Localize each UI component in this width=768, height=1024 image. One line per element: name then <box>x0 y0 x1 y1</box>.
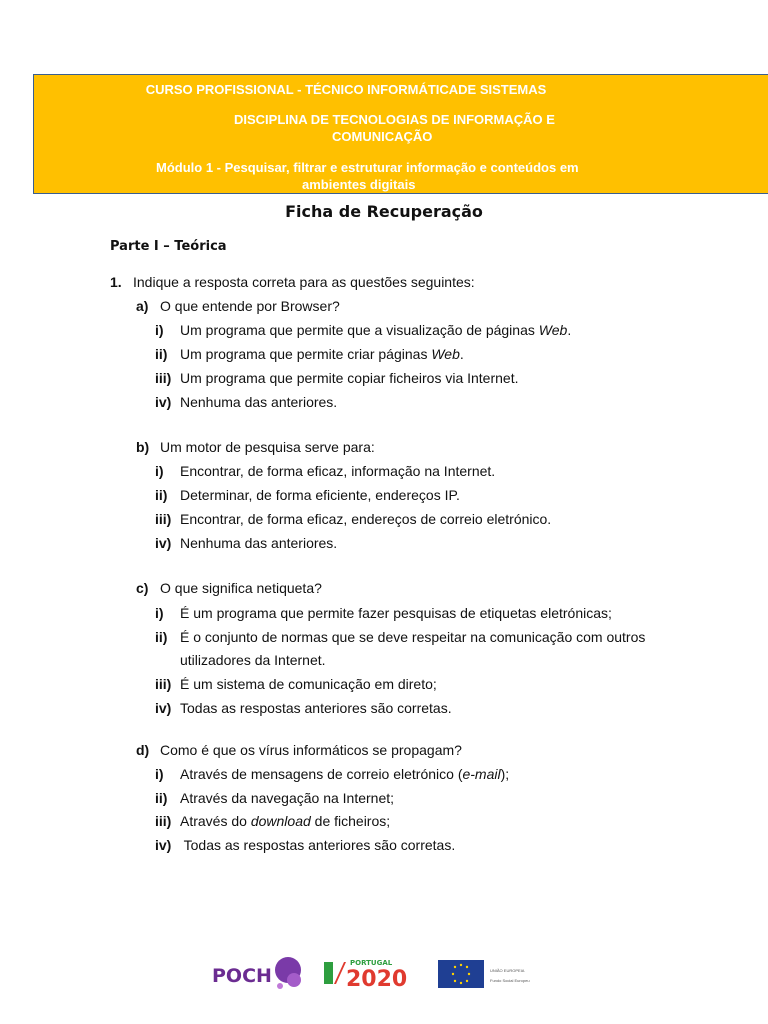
option-label: iv) <box>155 535 172 551</box>
option-text-end: . <box>459 346 464 362</box>
option-label: iv) <box>155 394 172 410</box>
page-title: Ficha de Recuperação <box>285 202 483 221</box>
option-iii <box>155 369 518 387</box>
subquestion-label: d) <box>136 742 150 758</box>
header-course: CURSO PROFISSIONAL - TÉCNICO INFORMÁTICADE SISTEMAS <box>145 82 547 97</box>
option-iv <box>155 699 452 717</box>
option-text-end: de ficheiros; <box>310 813 391 829</box>
option-label: iii) <box>155 676 172 692</box>
subquestion-text: O que entende por Browser? <box>160 298 340 314</box>
option-text: Encontrar, de forma eficaz, informação na Internet. <box>180 463 496 479</box>
question-1 <box>110 273 475 291</box>
option-text: Nenhuma das anteriores. <box>180 535 338 551</box>
option-label: i) <box>155 605 164 621</box>
eu-text: UNIÃO EUROPEIA <box>490 968 525 973</box>
subquestion-label: b) <box>136 439 150 455</box>
subquestion-a <box>136 297 340 315</box>
option-ii <box>155 486 460 504</box>
header-banner <box>33 74 768 194</box>
option-iv <box>155 534 337 552</box>
option-text-end: ); <box>500 766 510 782</box>
option-label: ii) <box>155 790 168 806</box>
option-text: É o conjunto de normas que se deve respeitar na comunicação com outros <box>180 629 646 645</box>
subquestion-text: Um motor de pesquisa serve para: <box>160 439 375 455</box>
option-emphasis: Web <box>538 322 568 338</box>
option-text: Através da navegação na Internet; <box>180 790 395 806</box>
option-i <box>155 321 571 339</box>
poch-logo <box>210 950 306 996</box>
option-text: Um programa que permite copiar ficheiros via Internet. <box>180 370 519 386</box>
option-emphasis: e-mail <box>462 766 501 782</box>
option-label: ii) <box>155 487 168 503</box>
option-text: Um programa que permite criar páginas <box>180 346 432 362</box>
option-ii <box>155 628 645 646</box>
option-iv <box>155 393 337 411</box>
option-i <box>155 765 509 783</box>
option-label: i) <box>155 766 164 782</box>
option-i <box>155 604 612 622</box>
option-emphasis: download <box>250 813 311 829</box>
portugal-2020-logo <box>322 956 424 990</box>
subquestion-b <box>136 438 375 456</box>
option-ii <box>155 789 394 807</box>
option-iii <box>155 510 551 528</box>
option-text: Através do <box>180 813 251 829</box>
option-emphasis: Web <box>431 346 460 362</box>
subquestion-d <box>136 741 462 759</box>
option-text: É um programa que permite fazer pesquisas de etiquetas eletrónicas; <box>180 605 612 621</box>
option-label: iv) <box>155 837 172 853</box>
portugal-text: PORTUGAL <box>350 959 393 967</box>
option-label: ii) <box>155 346 168 362</box>
option-iii <box>155 675 437 693</box>
header-module: Módulo 1 - Pesquisar, filtrar e estruturar informação e conteúdos em <box>156 160 579 175</box>
option-label: i) <box>155 463 164 479</box>
option-iv <box>155 836 455 854</box>
option-label: iii) <box>155 813 172 829</box>
option-text: Todas as respostas anteriores são corretas. <box>180 700 452 716</box>
header-module-cont: ambientes digitais <box>302 177 416 192</box>
option-ii <box>155 345 464 363</box>
subquestion-text: O que significa netiqueta? <box>160 580 322 596</box>
subquestion-c <box>136 579 322 597</box>
option-text: Um programa que permite que a visualização de páginas <box>180 322 539 338</box>
header-discipline: DISCIPLINA DE TECNOLOGIAS DE INFORMAÇÃO E <box>234 112 555 127</box>
option-continuation: utilizadores da Internet. <box>180 652 326 668</box>
subquestion-label: c) <box>136 580 149 596</box>
subquestion-text: Como é que os vírus informáticos se propagam? <box>160 742 462 758</box>
option-i <box>155 462 495 480</box>
option-text: Nenhuma das anteriores. <box>180 394 338 410</box>
poch-logo-text: POCH <box>212 965 272 987</box>
option-text-end: . <box>567 322 572 338</box>
option-label: iii) <box>155 511 172 527</box>
question-number: 1. <box>110 274 122 290</box>
option-text: Através de mensagens de correio eletrónico ( <box>180 766 463 782</box>
option-text: Todas as respostas anteriores são corretas. <box>180 837 456 853</box>
option-text: Encontrar, de forma eficaz, endereços de correio eletrónico. <box>180 511 552 527</box>
option-label: i) <box>155 322 164 338</box>
option-label: iv) <box>155 700 172 716</box>
eu-subtext: Fundo Social Europeu <box>490 978 530 983</box>
option-text: Determinar, de forma eficiente, endereços IP. <box>180 487 460 503</box>
subquestion-label: a) <box>136 298 149 314</box>
question-text: Indique a resposta correta para as questões seguintes: <box>133 274 475 290</box>
part-heading: Parte I – Teórica <box>110 239 227 254</box>
option-iii <box>155 812 390 830</box>
option-text: É um sistema de comunicação em direto; <box>180 676 437 692</box>
eu-label <box>490 966 546 986</box>
year-2020-text: 2020 <box>346 967 408 990</box>
header-discipline-cont: COMUNICAÇÃO <box>332 129 433 144</box>
option-label: ii) <box>155 629 168 645</box>
option-label: iii) <box>155 370 172 386</box>
eu-flag-icon <box>438 960 484 988</box>
